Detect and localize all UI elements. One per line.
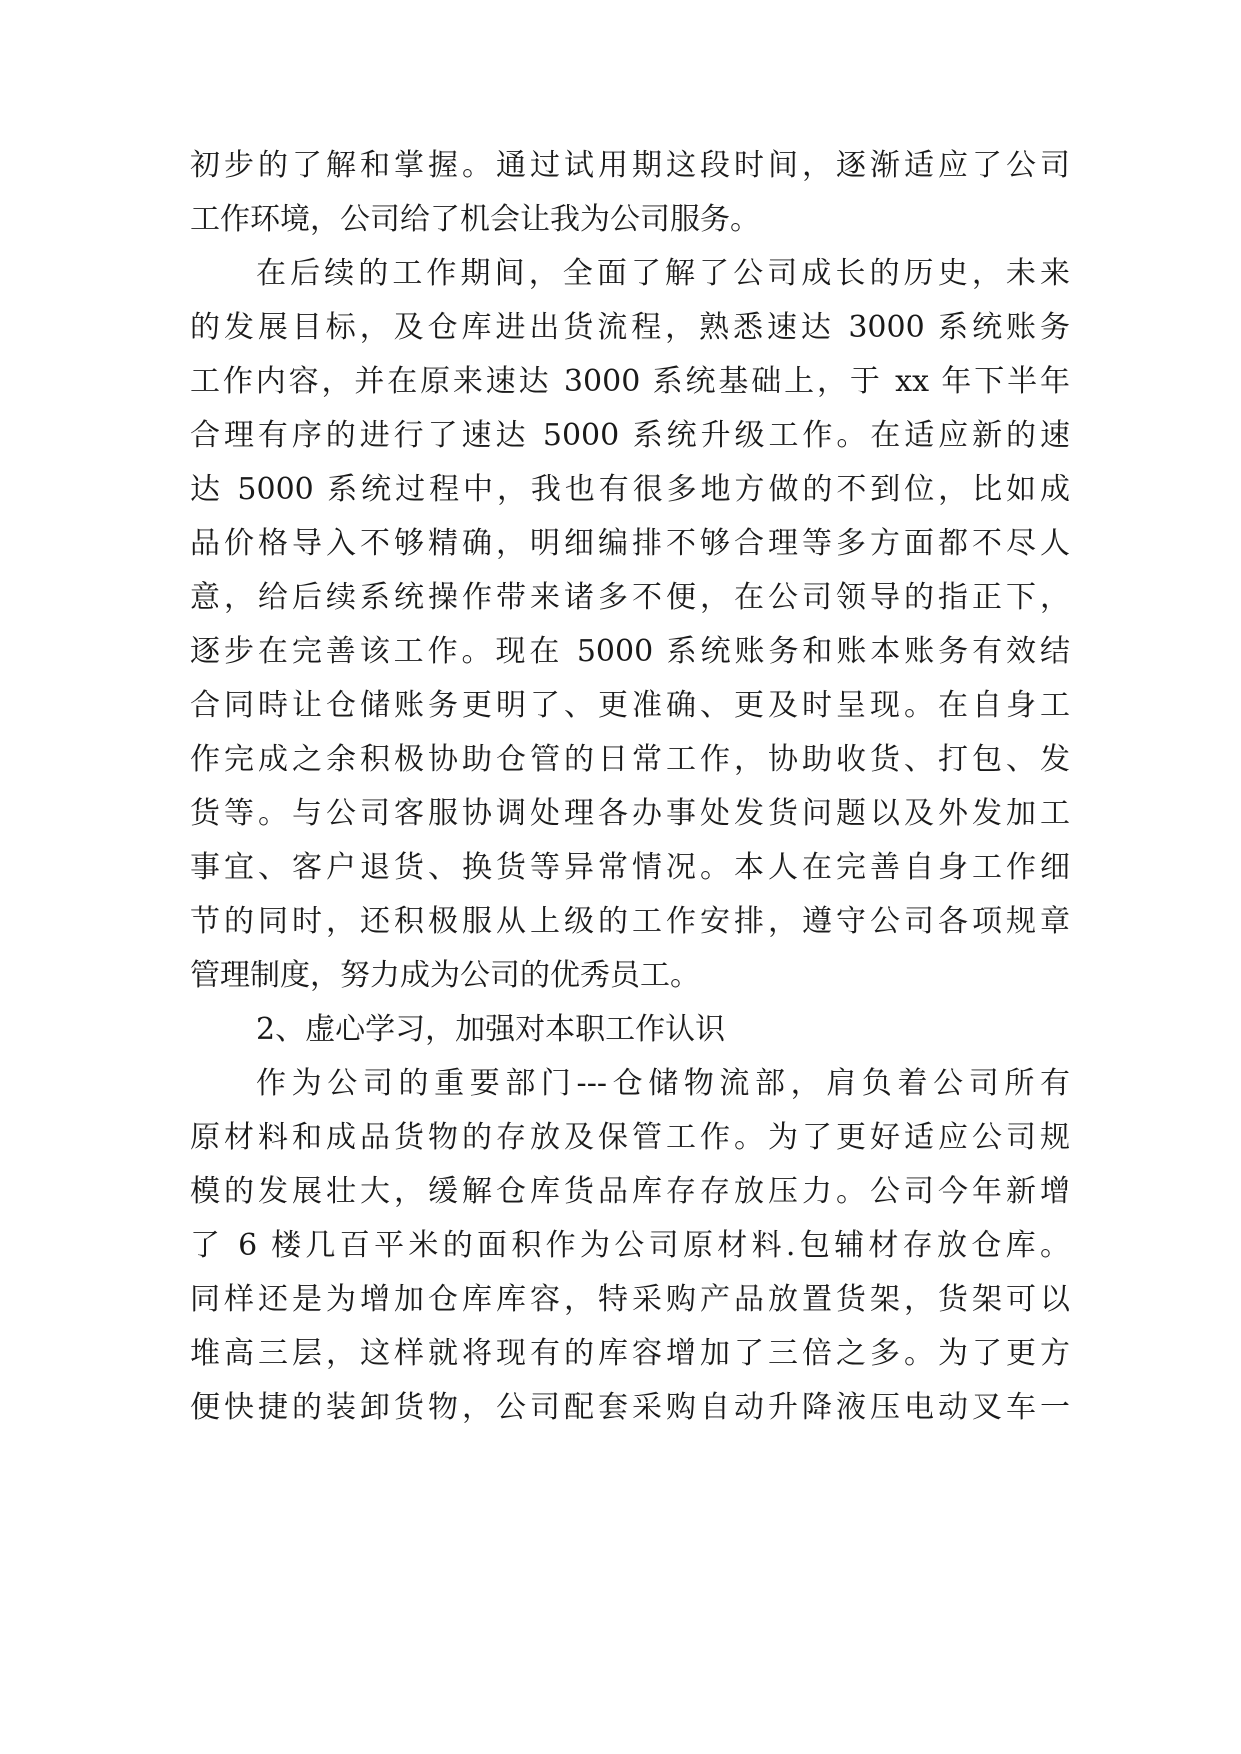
text-line: 合理有序的进行了速达 5000 系统升级工作。在适应新的速 xyxy=(190,418,1070,453)
text-line: 意，给后续系统操作带来诸多不便，在公司领导的指正下， xyxy=(190,580,1070,615)
text-line: 堆高三层，这样就将现有的库容增加了三倍之多。为了更方 xyxy=(190,1336,1070,1371)
text-line: 工作内容，并在原来速达 3000 系统基础上，于 xx 年下半年 xyxy=(190,364,1070,399)
text-line: 工作环境，公司给了机会让我为公司服务。 xyxy=(190,202,760,237)
text-line: 了 6 楼几百平米的面积作为公司原材料.包辅材存放仓库。 xyxy=(190,1228,1070,1263)
text-line: 便快捷的装卸货物，公司配套采购自动升降液压电动叉车一 xyxy=(190,1390,1070,1425)
text-line: 货等。与公司客服协调处理各办事处发货问题以及外发加工 xyxy=(190,796,1070,831)
text-line: 的发展目标，及仓库进出货流程，熟悉速达 3000 系统账务 xyxy=(190,310,1070,345)
text-line: 合同時让仓储账务更明了、更准确、更及时呈现。在自身工 xyxy=(190,688,1070,723)
text-line: 节的同时，还积极服从上级的工作安排，遵守公司各项规章 xyxy=(190,904,1070,939)
text-line: 达 5000 系统过程中，我也有很多地方做的不到位，比如成 xyxy=(190,472,1070,507)
text-line: 初步的了解和掌握。通过试用期这段时间，逐渐适应了公司 xyxy=(190,148,1070,183)
text-line: 管理制度，努力成为公司的优秀员工。 xyxy=(190,958,700,993)
text-line: 逐步在完善该工作。现在 5000 系统账务和账本账务有效结 xyxy=(190,634,1070,669)
section-heading: 2、虚心学习，加强对本职工作认识 xyxy=(256,1012,726,1047)
text-line: 品价格导入不够精确，明细编排不够合理等多方面都不尽人 xyxy=(190,526,1070,561)
text-line: 事宜、客户退货、换货等异常情况。本人在完善自身工作细 xyxy=(190,850,1070,885)
text-line: 作完成之余积极协助仓管的日常工作，协助收货、打包、发 xyxy=(190,742,1070,777)
paragraph-start-line: 在后续的工作期间，全面了解了公司成长的历史，未来 xyxy=(256,256,1070,291)
paragraph-start-line: 作为公司的重要部门---仓储物流部，肩负着公司所有 xyxy=(256,1066,1070,1101)
text-line: 模的发展壮大，缓解仓库货品库存存放压力。公司今年新增 xyxy=(190,1174,1070,1209)
text-line: 同样还是为增加仓库库容，特采购产品放置货架，货架可以 xyxy=(190,1282,1070,1317)
text-line: 原材料和成品货物的存放及保管工作。为了更好适应公司规 xyxy=(190,1120,1070,1155)
